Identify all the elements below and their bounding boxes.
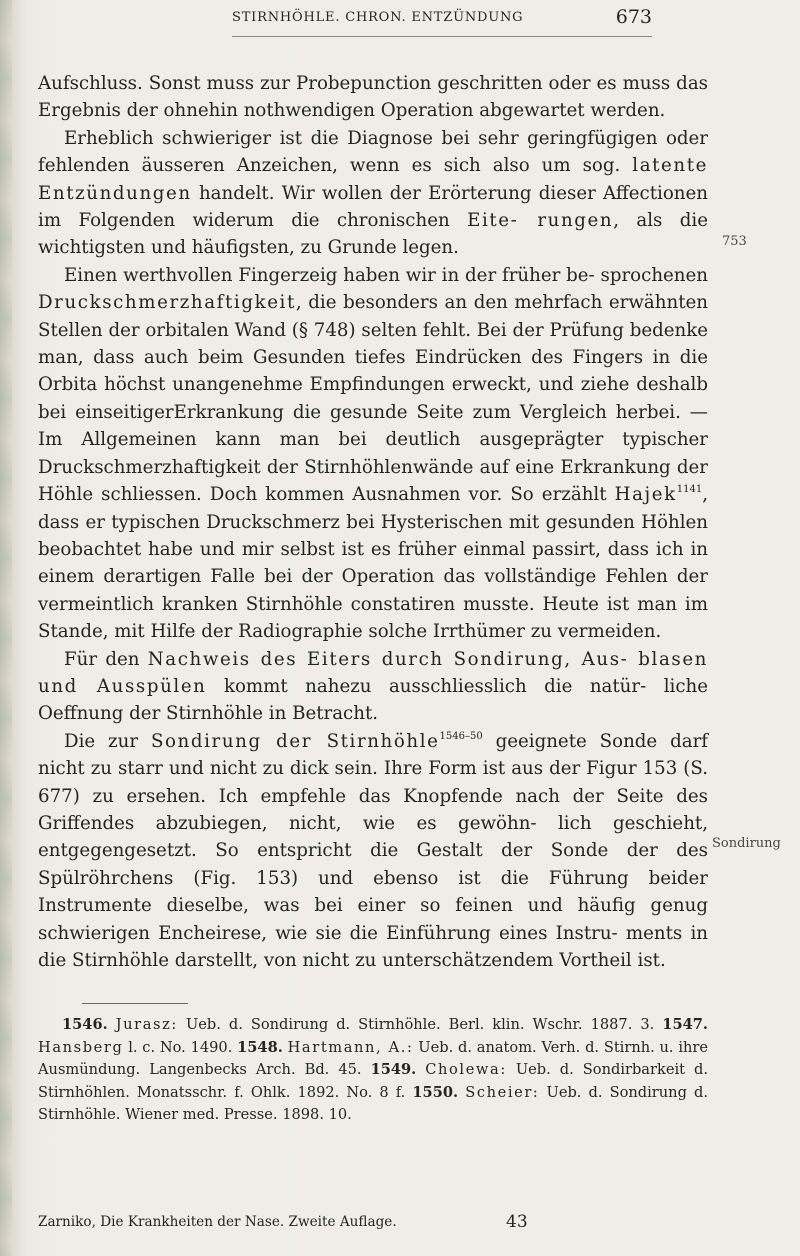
paragraph-4 [38,646,708,728]
footnote-ref-1141: 1141 [676,484,703,496]
paragraph-1 [38,70,708,125]
paragraph-2-text-2: handelt. Wir wollen der Erörterung dieser Affectionen im Folgenden widerum die chronischen [38,182,708,232]
emphasis-druckschmerzhaftigkeit: Druckschmerzhaftigkeit [38,292,296,314]
page-number: 673 [615,6,652,28]
paragraph-1-text: Aufschluss. Sonst muss zur Probepunction geschritten oder es muss das Ergebnis der ohnehin nothwendigen Operation abgewartet werden. [38,73,708,122]
paragraph-3-text-2: , die besonders an den mehrfach erwähnten Stellen der orbitalen Wand (§ 748) selten fehlt. Bei der Prüfung bedenke man, dass auch beim Gesunden tiefes Eindrücken des Fingers in die Orbita höchst unangenehme Empfindungen erweckt, und ziehe deshalb bei einseitigerErkrankung die gesunde Seite zum Vergleich herbei. — Im Allgemeinen kann man bei deutlich ausgeprägter typischer Druckschmerzhaftigkeit der Stirnhöhlenwände auf eine Erkrankung der Höhle schliessen. Doch kommen Ausnahmen vor. So erzählt [38,292,708,506]
footnotes [38,1014,708,1127]
emphasis-nachweis-des-eiters: Nachweis des Eiters durch Sondirung, Aus- blasen und Ausspülen [38,648,708,697]
paragraph-5-text: Die zur [64,730,151,752]
footnote-number-1549: 1549. [370,1061,417,1079]
running-head-title: STIRNHÖHLE. CHRON. ENTZÜNDUNG [232,10,524,25]
footnote-author-cholewa: Cholewa: [425,1061,507,1079]
footnote-author-hartmann: Hartmann, A.: [287,1038,414,1056]
signature-number: 43 [506,1212,528,1232]
paragraph-5 [38,728,708,975]
footnote-text-1549: Ueb. d. Sondirbarkeit d. Stirnhöhlen. Monatsschr. f. Ohlk. 1892. No. 8 f. [38,1061,708,1101]
margin-note-sondirung: Sondirung [712,836,781,851]
paragraph-5-text-2: geeignete Sonde darf nicht zu starr und nicht zu dick sein. Ihre Form ist aus der Figur 153 (S. 677) zu ersehen. Ich empfehle das Knopfende nach der Seite des Griffendes abzubiegen, nicht, wie es gewöhn- lich geschieht, entgegengesetzt. So entspricht die Gestalt der Sonde der des Spülröhrchens (Fig. 153) und ebenso ist die Führung beider Instrumente dieselbe, was bei einer so feinen und häufig genug schwierigen Encheirese, wie sie die Einführung eines Instru- ments in die Stirnhöhle darstellt, von nicht zu unterschätzendem Vortheil ist. [38,730,708,971]
footnote-text-1546: Ueb. d. Sondirung d. Stirnhöhle. Berl. klin. Wschr. 1887. 3. [177,1016,663,1033]
footnote-author-scheier: Scheier: [465,1083,540,1101]
emphasis-latente-entzuendungen: latente Entzündungen [38,155,708,204]
footnote-text-1550: Ueb. d. Sondirung d. Stirnhöhle. Wiener med. Presse. 1898. 10. [38,1083,709,1124]
paragraph-3 [38,262,708,646]
footnote-author-hansberg: Hansberg [38,1038,124,1056]
paragraph-3-text: Einen werthvollen Fingerzeig haben wir in der früher be- sprochenen [64,264,708,286]
author-name-hajek: Hajek [614,484,677,506]
paragraph-2-text: Erheblich schwieriger ist die Diagnose bei sehr geringfügigen oder fehlenden äusseren Anzeichen, wenn es sich also um sog. [38,127,708,177]
paragraph-3-text-3: , dass er typischen Druckschmerz bei Hysterischen mit gesunden Höhlen beobachtet habe und mir selbst ist es früher einmal passirt, dass ich in einem derartigen Falle bei der Operation das vollständige Fehlen der vermeintlich kranken Stirnhöhle constatiren musste. Heute ist man im Stande, mit Hilfe der Radiographie solche Irrthümer zu vermeiden. [38,484,708,643]
footnote-text-1547: l. c. No. 1490. [123,1038,238,1056]
paragraph-2 [38,125,708,262]
paragraph-2-text-3: , als die wichtigsten und häufigsten, zu Grunde legen. [38,210,708,259]
footnote-number-1548: 1548. [237,1038,283,1056]
running-head [232,6,652,32]
footnote-number-1550: 1550. [412,1083,459,1101]
emphasis-sondirung-der-stirnhoehle: Sondirung der Stirnhöhle [150,730,440,752]
header-rule [232,36,652,37]
margin-note-753: 753 [722,234,747,249]
footnote-author-jurasz: Jurasz: [115,1016,178,1033]
body-text [38,70,708,974]
paragraph-4-text-2: kommt nahezu ausschliesslich die natür- liche Oeffnung der Stirnhöhle in Betracht. [38,675,708,725]
footnote-number-1546: 1546. [62,1016,108,1033]
footnote-number-1547: 1547. [662,1016,708,1033]
paragraph-4-text: Für den [64,648,148,670]
footnote-ref-1546-50: 1546–50 [439,730,483,742]
signature-text: Zarniko, Die Krankheiten der Nase. Zweite Auflage. [38,1214,397,1230]
emphasis-eiterungen: Eite- rungen [467,210,614,232]
footnote-text-1548: Ueb. d. anatom. Verh. d. Stirnh. u. ihre Ausmündung. Langenbecks Arch. Bd. 45. [38,1038,709,1079]
signature-line [38,1212,708,1236]
footnote-list [38,1014,708,1127]
footnote-rule [82,1003,188,1004]
